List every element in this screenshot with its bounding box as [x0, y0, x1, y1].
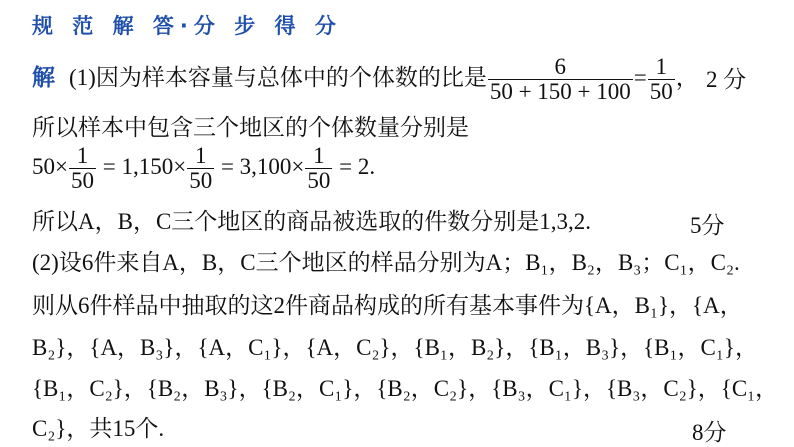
ratio-numerator: 6: [554, 54, 567, 79]
ratio-denominator: 50 + 150 + 100: [489, 79, 631, 105]
solution-line-calc: [32, 144, 375, 193]
calc-fraction-3: [305, 144, 332, 193]
calc-fraction-1-num: 1: [76, 143, 89, 168]
calc-term-2: = 1,150×: [96, 153, 187, 179]
section-header: 规 范 解 答·分 步 得 分: [32, 14, 342, 38]
solution-line-6: 则从6件样品中抽取的这2件商品构成的所有基本事件为{A，B₁}，{A，: [32, 293, 743, 318]
ratio-fraction: [488, 55, 633, 104]
calc-fraction-3-den: 50: [307, 168, 331, 194]
calc-fraction-2: [187, 144, 214, 193]
solution-line-2: 所以样本中包含三个地区的个体数量分别是: [32, 115, 469, 140]
solution-line-1: [32, 55, 699, 104]
calc-term-3: = 3,100×: [215, 153, 305, 179]
score-marker-1: 2 分: [706, 67, 747, 92]
solution-line-5: (2)设6件来自A，B，C三个地区的样品分别为A；B₁，B₂，B₃；C₁，C₂.: [32, 250, 740, 275]
ratio-result-denominator: 50: [649, 79, 673, 105]
solution-line-8: {B₁，C₂}，{B₂，B₃}，{B₂，C₁}，{B₂，C₂}，{B₃，C₁}，{B₃，C₂}，{C₁，: [32, 376, 779, 401]
calc-fraction-2-num: 1: [194, 143, 207, 168]
ratio-intro-text: (1)因为样本容量与总体中的个体数的比是: [69, 64, 487, 90]
calc-fraction-2-den: 50: [189, 168, 213, 194]
answer-label: 解: [32, 64, 55, 91]
line1-tail: ，: [675, 64, 699, 90]
solution-line-9: C₂}，共15个.: [32, 416, 165, 441]
score-marker-2: 5分: [690, 213, 725, 238]
score-marker-3: 8分: [692, 420, 727, 445]
calc-term-1: 50×: [32, 153, 68, 179]
calc-fraction-3-num: 1: [313, 143, 325, 168]
equals-sign: =: [633, 64, 647, 90]
solution-line-4: 所以A，B，C三个地区的商品被选取的件数分别是1,3,2.: [32, 209, 592, 234]
ratio-result-fraction: [648, 55, 675, 104]
solution-line-7: B₂}，{A，B₃}，{A，C₁}，{A，C₂}，{B₁，B₂}，{B₁，B₃}，{B₁，C₁}，: [32, 335, 758, 360]
calc-term-4: = 2.: [333, 153, 376, 179]
calc-fraction-1: [69, 144, 96, 193]
calc-fraction-1-den: 50: [70, 168, 94, 194]
ratio-result-numerator: 1: [655, 54, 668, 79]
